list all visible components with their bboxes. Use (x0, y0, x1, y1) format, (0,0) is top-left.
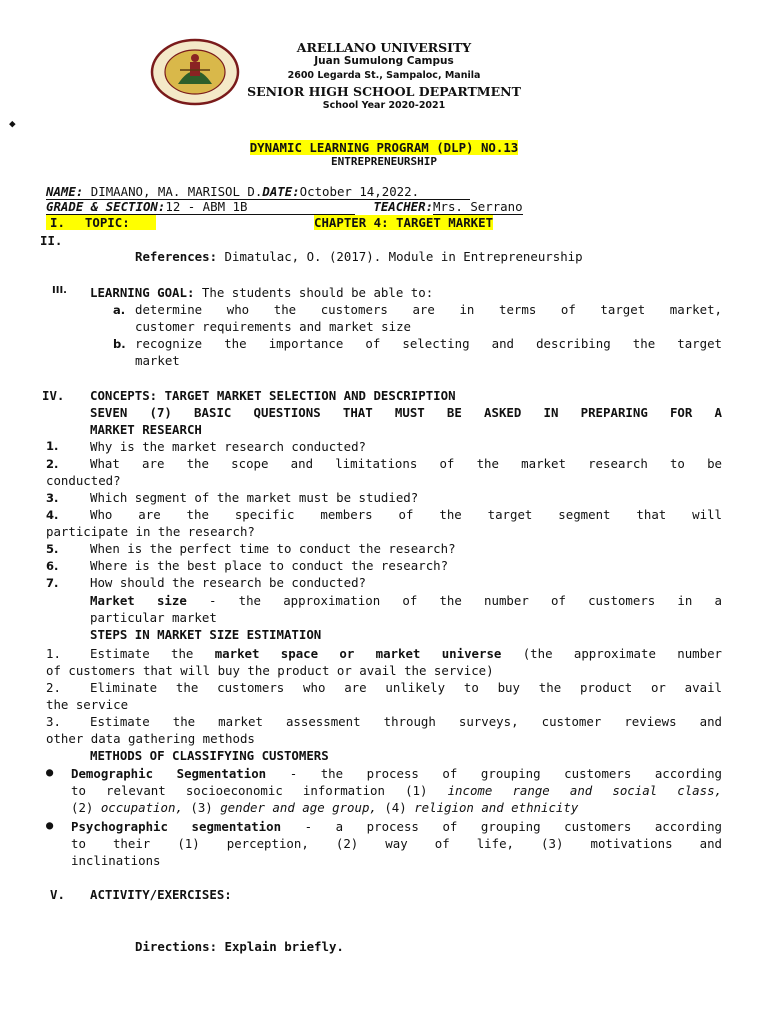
stray-mark: ◆ (9, 117, 16, 130)
psychographic-line2: to their (1) perception, (2) way of life, (3) motivations and (71, 836, 722, 851)
topic-number: I. TOPIC: (46, 215, 156, 230)
activity-number: V. (50, 887, 65, 902)
question-2-line2: conducted? (46, 473, 121, 488)
market-size-definition: Market size - the approximation of the number of customers in a (90, 593, 722, 608)
step-1-line2: of customers that will buy the product or avail the service) (46, 663, 494, 678)
question-4-line2: participate in the research? (46, 524, 255, 539)
step-number: 1. (46, 646, 61, 661)
references-text: References: Dimatulac, O. (2017). Module in Entrepreneurship (135, 249, 583, 264)
campus-address: 2600 Legarda St., Sampaloc, Manila (287, 70, 481, 81)
goal-intro: LEARNING GOAL: The students should be able to: (90, 285, 434, 300)
question-number: 3. (46, 491, 59, 505)
department-name: SENIOR HIGH SCHOOL DEPARTMENT (247, 84, 521, 99)
goal-a-letter: a. (113, 303, 126, 317)
question-1: Why is the market research conducted? (90, 439, 367, 454)
grade-line: GRADE & SECTION:12 - ABM 1B TEACHER:Mrs. Serrano (46, 199, 523, 214)
concepts-heading: CONCEPTS: TARGET MARKET SELECTION AND DESCRIPTION (90, 388, 456, 403)
goal-a-line2: customer requirements and market size (135, 319, 412, 334)
step-1-line1: Estimate the market space or market universe (the approximate number (90, 646, 722, 661)
program-title: DYNAMIC LEARNING PROGRAM (DLP) NO.13 (249, 140, 519, 155)
question-4-line1: Who are the specific members of the target segment that will (90, 507, 722, 522)
step-3-line1: Estimate the market assessment through surveys, customer reviews and (90, 714, 722, 729)
question-7: How should the research be conducted? (90, 575, 367, 590)
goal-a-line1: determine who the customers are in terms of target market, (135, 302, 722, 317)
step-3-line2: other data gathering methods (46, 731, 255, 746)
question-number: 5. (46, 542, 59, 556)
question-2-line1: What are the scope and limitations of the market research to be (90, 456, 722, 471)
demographic-line1: Demographic Segmentation - the process of grouping customers according (71, 766, 722, 781)
methods-heading: METHODS OF CLASSIFYING CUSTOMERS (90, 748, 329, 763)
campus-name: Juan Sumulong Campus (314, 55, 454, 67)
bullet-icon: ● (46, 818, 54, 832)
goal-number: III. (52, 285, 67, 296)
psychographic-line1: Psychographic segmentation - a process of grouping customers according (71, 819, 722, 834)
step-number: 2. (46, 680, 61, 695)
market-size-definition-cont: particular market (90, 610, 217, 625)
school-year: School Year 2020-2021 (322, 100, 446, 111)
name-line: NAME: DIMAANO, MA. MARISOL D.DATE:October 14,2022. (46, 184, 470, 200)
references-number: II. (40, 233, 63, 248)
step-2-line1: Eliminate the customers who are unlikely to buy the product or avail (90, 680, 722, 695)
demographic-line3: (2) occupation, (3) gender and age group, (4) religion and ethnicity (71, 800, 579, 815)
steps-heading: STEPS IN MARKET SIZE ESTIMATION (90, 627, 322, 642)
demographic-line2: to relevant socioeconomic information (1) income range and social class, (71, 783, 723, 798)
goal-b-line2: market (135, 353, 180, 368)
question-number: 6. (46, 559, 59, 573)
question-number: 4. (46, 508, 59, 522)
seven-questions-heading-cont: MARKET RESEARCH (90, 422, 202, 437)
activity-heading: ACTIVITY/EXERCISES: (90, 887, 232, 902)
question-3: Which segment of the market must be studied? (90, 490, 419, 505)
goal-b-line1: recognize the importance of selecting and describing the target (135, 336, 722, 351)
step-number: 3. (46, 714, 61, 729)
question-number: 7. (46, 576, 59, 590)
question-6: Where is the best place to conduct the research? (90, 558, 449, 573)
topic-value: CHAPTER 4: TARGET MARKET (314, 215, 494, 230)
question-number: 1. (46, 439, 59, 453)
subject-title: ENTREPRENEURSHIP (331, 155, 437, 168)
psychographic-line3: inclinations (71, 853, 161, 868)
question-5: When is the perfect time to conduct the research? (90, 541, 456, 556)
step-2-line2: the service (46, 697, 129, 712)
seven-questions-heading: SEVEN (7) BASIC QUESTIONS THAT MUST BE ASKED IN PREPARING FOR A (90, 405, 722, 420)
concepts-number: IV. (42, 388, 65, 403)
bullet-icon: ● (46, 765, 54, 779)
university-name: ARELLANO UNIVERSITY (296, 40, 472, 55)
question-number: 2. (46, 457, 59, 471)
goal-b-letter: b. (113, 337, 126, 351)
directions: Directions: Explain briefly. (135, 939, 344, 954)
